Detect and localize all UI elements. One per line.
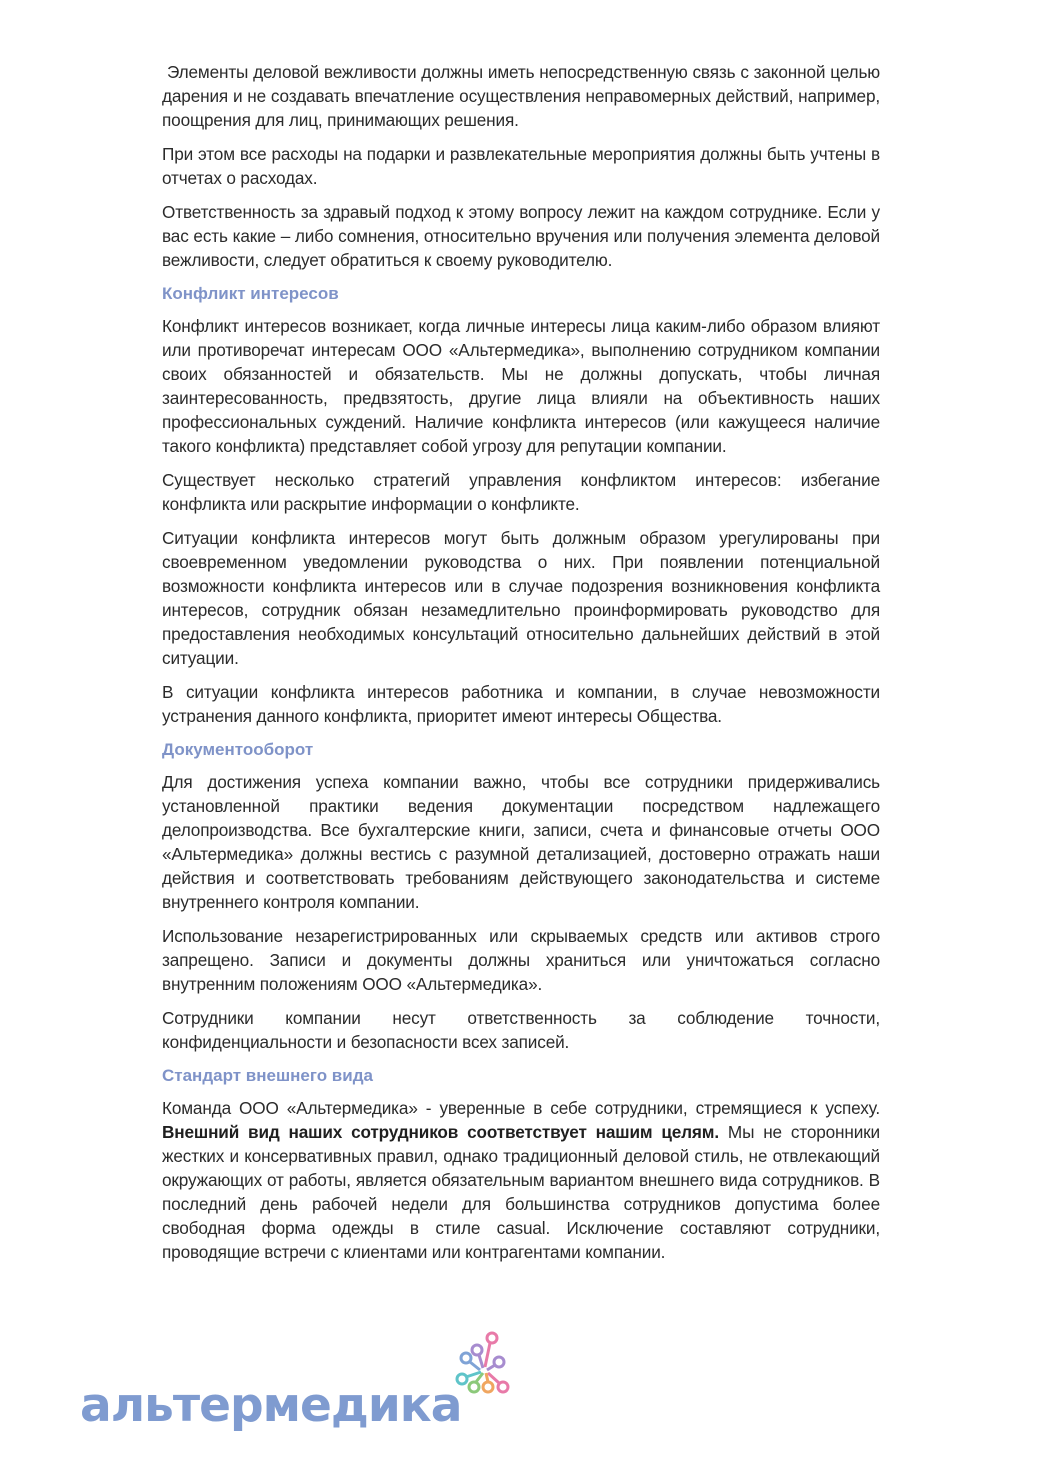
- company-logo: [80, 1330, 520, 1450]
- flower-icon: [446, 1330, 520, 1404]
- paragraph: При этом все расходы на подарки и развлекательные мероприятия должны быть учтены в отчетах о расходах.: [162, 144, 880, 188]
- petal-icon: [469, 1382, 479, 1392]
- paragraph: Для достижения успеха компании важно, чтобы все сотрудники придерживались установленной практики ведения документации посредством надлежащего делопроизводства. Все бухгалтерские книги, записи, счета и финансовые отчеты ООО «Альтермедика» должны вестись с разумной детализацией, достоверно отражать наши действия и соответствовать требованиям действующего законодательства и системе внутреннего контроля компании.: [162, 772, 880, 912]
- petal-icon: [461, 1353, 471, 1363]
- section-heading-conflict: Конфликт интересов: [162, 284, 339, 303]
- logo-wordmark: альтермедика: [80, 1378, 462, 1433]
- paragraph: Ответственность за здравый подход к этому вопросу лежит на каждом сотруднике. Если у вас есть какие – либо сомнения, относительно вручения или получения элемента деловой вежливости, следует обратиться к своему руководителю.: [162, 202, 880, 270]
- section-heading-docs: Документооборот: [162, 740, 314, 759]
- petal-icon: [472, 1345, 482, 1355]
- paragraph-text: Мы не сторонники жестких и консервативных правил, однако традиционный деловой стиль, не отвлекающий окружающих от работы, является обязательным вариантом внешнего вида сотрудников. В последний день рабочей недели для большинства сотрудников допустима более свободная форма одежды в стиле casual. Исключение составляют сотрудники, проводящие встречи с клиентами или контрагентами компании.: [162, 1122, 881, 1262]
- section-heading-appearance: Стандарт внешнего вида: [162, 1066, 373, 1085]
- petal-icon: [494, 1357, 504, 1367]
- paragraph: Элементы деловой вежливости должны иметь непосредственную связь с законной целью дарения и не создавать впечатление осуществления неправомерных действий, например, поощрения для лиц, принимающих решения.: [162, 62, 880, 130]
- petal-icon: [487, 1333, 497, 1343]
- paragraph: Конфликт интересов возникает, когда личные интересы лица каким-либо образом влияют или противоречат интересам ООО «Альтермедика», выполнению сотрудником компании своих обязанностей и обязательств. Мы не должны допускать, чтобы личная заинтересованность, предвзятость, другие лица влияли на объективность наших профессиональных суждений. Наличие конфликта интересов (или кажущееся наличие такого конфликта) представляет собой угрозу для репутации компании.: [162, 316, 880, 456]
- paragraph-text: Команда ООО «Альтермедика» - уверенные в себе сотрудники, стремящиеся к успеху.: [162, 1098, 880, 1118]
- bold-statement: Внешний вид наших сотрудников соответствует нашим целям.: [162, 1122, 720, 1142]
- petal-icon: [483, 1382, 493, 1392]
- paragraph: Ситуации конфликта интересов могут быть должным образом урегулированы при своевременном уведомлении руководства о них. При появлении потенциальной возможности конфликта интересов или в случае подозрения возникновения конфликта интересов, сотрудник обязан незамедлительно проинформировать руководство для предоставления необходимых консультаций относительно дальнейших действий в этой ситуации.: [162, 528, 880, 668]
- paragraph: В ситуации конфликта интересов работника и компании, в случае невозможности устранения данного конфликта, приоритет имеют интересы Общества.: [162, 682, 880, 726]
- petal-icon: [498, 1382, 508, 1392]
- paragraph: Использование незарегистрированных или скрываемых средств или активов строго запрещено. Записи и документы должны храниться или уничтожаться согласно внутренним положениям ООО «Альтермедика».: [162, 926, 880, 994]
- paragraph: Существует несколько стратегий управления конфликтом интересов: избегание конфликта или раскрытие информации о конфликте.: [162, 470, 880, 514]
- document-body: [162, 60, 880, 1274]
- petal-icon: [457, 1374, 467, 1384]
- paragraph: Сотрудники компании несут ответственность за соблюдение точности, конфиденциальности и безопасности всех записей.: [162, 1008, 880, 1052]
- paragraph: [162, 1096, 880, 1264]
